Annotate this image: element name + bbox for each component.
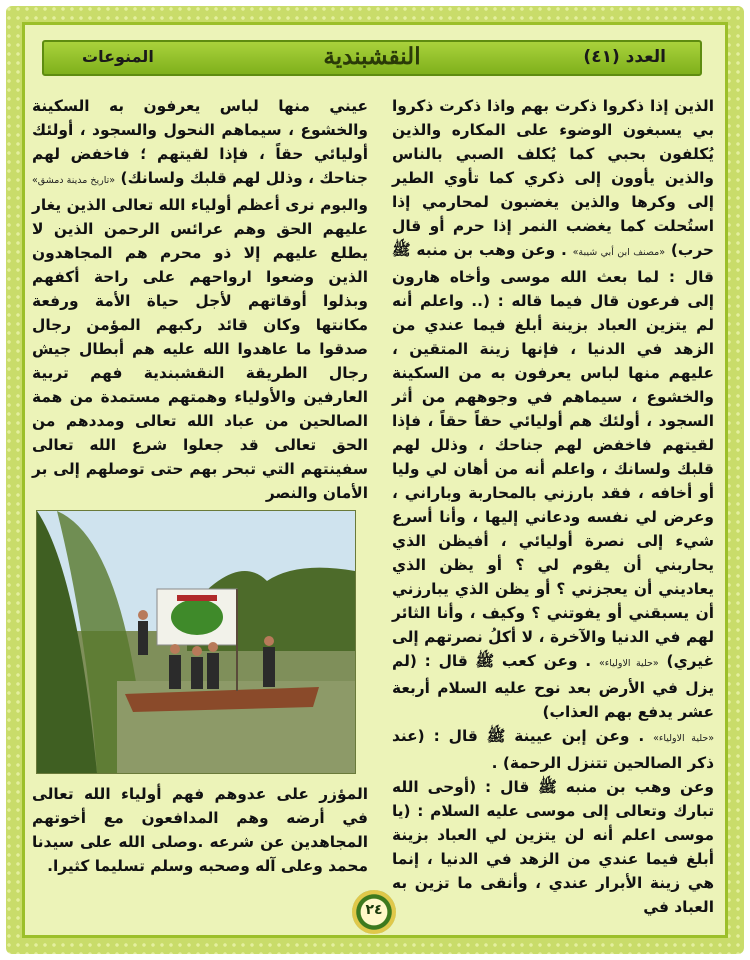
magazine-title: النقشبندية — [323, 43, 421, 70]
left-column-top — [32, 94, 368, 505]
paragraph: الذين إذا ذكروا ذكرت بهم واذا ذكرت ذكروا بي يسبغون الوضوء على المكاره والذين يُكلفون بحبي كما يُكلف الصبي بالناس والذين يأوون إلى ذكري كما تأوي الطير إلى وكرها والذين يغضبون لمحارمي إذا استُحلت كما يغضب النمر إذا حرم أو قال حرب) — [392, 97, 715, 259]
boat-photo — [36, 510, 356, 774]
paragraph: عيني منها لباس يعرفون به السكينة والخشوع ، سيماهم النحول والسجود ، أولئك أوليائي حقاً ، فإذا لقيتهم ؛ فاخفض لهم جناحك ، وذلل لهم قلبك ولسانك) — [32, 97, 369, 187]
citation: «حلية الاولياء» — [598, 658, 659, 669]
citation: «مصنف ابن أبي شيبة» — [572, 247, 666, 258]
left-column-bottom — [32, 782, 368, 878]
header-bar — [42, 40, 702, 76]
issue-number: العدد (٤١) — [583, 47, 666, 67]
photo-illustration — [37, 511, 355, 773]
citation: «تاريخ مدينة دمشق» — [32, 175, 116, 186]
paragraph: والبوم نرى أعظم أولياء الله تعالى الذين يغار عليهم الحق وهم عرائس الرحمن الذين لا يطلع عليهم إلا ذو محرم هم المجاهدون الذين وضعوا ارواحهم على راحة أكفهم وبذلوا أوقاتهم لأجل حياة الأمة ورفعة مكانتها وكان قائد ركبهم المؤمن رجال صدقوا ما عاهدوا الله عليه هم أبطال جيش رجال الطريقة النقشبندية فهم تربية العارفين والأولياء وهمتهم مستمدة من همة الصالحين من عباد الله تعالى ومددهم من الحق تعالى قد جعلوا شرع الله تعالى سفينتهم التي تبحر بهم حتى توصلهم إلى بر الأمان والنصر — [32, 196, 368, 502]
section-name: المنوعات — [82, 47, 154, 66]
paragraph: المؤزر على عدوهم فهم أولياء الله تعالى في أرضه وهم المدافعون مع أخوتهم المجاهدين عن شرعه .وصلى الله على سيدنا محمد وعلى آله وصحبه وسلم تسليما كثيرا. — [32, 785, 368, 875]
right-column — [392, 94, 714, 919]
paragraph: . وعن وهب بن منبه ﷺ قال : لما بعث الله موسى وأخاه هارون إلى فرعون قال فيما قاله : (.. واعلم أنه لم يتزين العباد بزينة أبلغ فيما عندي من الزهد في الدنيا ، فإنها زينة المتقين ، عليهم منها لباس يعرفون به من السكينة والخشوع ، سيماهم في وجوههم من أثر السجود ، أولئك هم أوليائي حقاً حقاً ، فإذا لقيتهم فاخفض لهم جناحك ، وذلل لهم قلبك ولسانك ، واعلم أنه من أهان لي وليا أو أخافه ، فقد بارزني بالمحاربة وباراني ، وعرض لي نفسه ودعاني إليها ، وأنا أسرع شيء إلى نصرة أوليائي ، أفيظن الذي يحاربني أن يقوم لي ؟ أو يظن الذي يعاديني أن يعجزني ؟ أو يظن الذي يبارزني أن يسبقني أو يفوتني ؟ وكيف ، وأنا الثائر لهم في الدنيا والآخرة ، لا أكلُ نصرتهم إلى غيري) — [392, 241, 715, 670]
paragraph: وعن وهب بن منبه ﷺ قال : (أوحى الله تبارك وتعالى إلى موسى عليه السلام : (يا موسى اعلم أنه لن يتزين لي العباد بزينة أبلغ فيما عندي من الزهد في الدنيا ، إنما هي زينة الأبرار عندي ، وأنقى ما تزين به العباد في — [392, 778, 714, 916]
paragraph: . وعن إبن عيينة ﷺ قال : (عند ذكر الصالحين تتنزل الرحمة) . — [392, 727, 714, 772]
citation: «حلية الاولياء» — [653, 733, 715, 744]
paragraph: . وعن كعب ﷺ قال : (لم يزل في الأرض بعد نوح عليه السلام أربعة عشر يدفع بهم العذاب) — [392, 652, 714, 721]
page-number-badge — [352, 890, 396, 934]
page-number: ٢٤ — [365, 902, 383, 918]
